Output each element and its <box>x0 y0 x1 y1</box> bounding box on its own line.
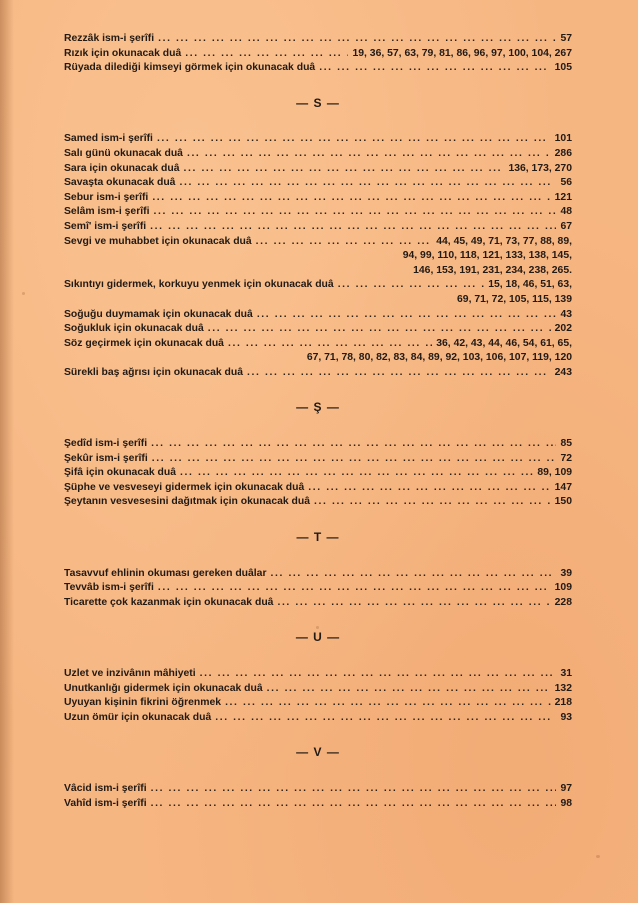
index-entry <box>64 466 572 481</box>
entry-title: Ticarette çok kazanmak için okunacak duâ <box>64 596 274 608</box>
index-entry <box>64 220 572 235</box>
section-heading: — V — <box>296 745 340 760</box>
entry-page-numbers-continued: 94, 99, 110, 118, 121, 133, 138, 145, <box>402 250 572 262</box>
index-entry <box>64 797 572 812</box>
dot-leader <box>153 205 556 220</box>
entry-page-numbers: 89, 109 <box>537 467 572 479</box>
index-entry <box>64 437 572 452</box>
entry-page-numbers: 228 <box>554 596 572 608</box>
dot-leader <box>151 797 557 812</box>
entry-page-numbers: 31 <box>560 668 572 679</box>
page-edge-shadow <box>0 0 14 903</box>
dot-leader <box>150 220 556 235</box>
entry-title: Uzlet ve inzivânın mâhiyeti <box>64 668 196 679</box>
entry-title: Şeytanın vesvesesini dağıtmak için okunacak duâ <box>64 496 311 508</box>
index-entry <box>64 61 572 76</box>
dot-leader <box>267 682 551 697</box>
paper-speck <box>596 855 600 858</box>
dot-leader <box>200 667 557 682</box>
entry-title: Selâm ism-i şerîfi <box>64 206 150 218</box>
dot-leader <box>308 481 550 496</box>
index-entry <box>64 322 572 337</box>
entry-page-numbers: 101 <box>554 133 572 145</box>
entry-page-numbers: 19, 36, 57, 63, 79, 81, 86, 96, 97, 100, 104, 267 <box>352 47 572 59</box>
entry-title: Savaşta okunacak duâ <box>64 177 176 189</box>
index-entry <box>64 205 572 220</box>
index-entry <box>64 191 572 206</box>
entry-title: Uzun ömür için okunacak duâ <box>64 711 212 723</box>
dot-leader <box>277 596 550 611</box>
entry-page-numbers: 97 <box>560 782 572 794</box>
dot-leader <box>152 191 550 206</box>
entry-title: Şedîd ism-i şerîfi <box>64 438 148 450</box>
dot-leader <box>151 782 557 797</box>
entry-page-numbers: 57 <box>560 33 572 44</box>
entry-page-numbers: 109 <box>554 582 572 594</box>
index-entry <box>64 782 572 797</box>
dot-leader <box>319 61 550 76</box>
index-entry <box>64 452 572 467</box>
entry-page-numbers: 39 <box>560 567 572 579</box>
entry-title: Vahîd ism-i şerîfi <box>64 797 147 809</box>
entry-title: Uyuyan kişinin fikrini öğrenmek <box>64 697 222 709</box>
index-entry <box>64 711 572 726</box>
entry-title: Sebur ism-i şerîfi <box>64 191 149 203</box>
entry-page-numbers: 56 <box>560 177 572 189</box>
entry-title: Şifâ için okunacak duâ <box>64 467 177 479</box>
entry-title: Rızık için okunacak duâ <box>64 47 182 59</box>
entry-page-numbers: 243 <box>554 366 572 378</box>
entry-title: Rezzâk ism-i şerîfi <box>64 33 155 44</box>
entry-page-numbers-continued: 146, 153, 191, 231, 234, 238, 265. <box>413 264 572 276</box>
index-entry <box>64 567 572 582</box>
index-entry <box>64 278 572 293</box>
index-entry <box>64 47 572 62</box>
entry-title: Salı günü okunacak duâ <box>64 147 183 159</box>
entry-page-numbers: 202 <box>554 323 572 335</box>
entry-page-numbers: 218 <box>554 697 572 709</box>
entry-page-numbers: 43 <box>560 308 572 320</box>
entry-title: Söz geçirmek için okunacak duâ <box>64 337 224 349</box>
dot-leader <box>228 337 432 352</box>
entry-page-numbers: 98 <box>560 797 572 809</box>
entry-page-numbers: 105 <box>554 62 572 74</box>
entry-page-numbers: 36, 42, 43, 44, 46, 54, 61, 65, <box>436 337 572 349</box>
entry-title: Sara için okunacak duâ <box>64 162 180 174</box>
entry-title: Soğuğu duymamak için okunacak duâ <box>64 308 253 320</box>
dot-leader <box>215 711 556 726</box>
index-entry <box>64 581 572 596</box>
entry-page-numbers: 44, 45, 49, 71, 73, 77, 88, 89, <box>436 235 572 247</box>
index-entry <box>64 667 572 682</box>
dot-leader <box>158 581 551 596</box>
dot-leader <box>157 132 551 147</box>
entry-title: Unutkanlığı gidermek için okunacak duâ <box>64 682 263 694</box>
dot-leader <box>184 162 505 177</box>
section-heading: — T — <box>296 530 340 545</box>
entry-page-numbers: 286 <box>554 147 572 159</box>
index-entry <box>64 162 572 177</box>
index-entry <box>64 147 572 162</box>
dot-leader <box>247 366 551 381</box>
paper-speck <box>22 292 25 295</box>
entry-page-numbers: 85 <box>560 438 572 450</box>
index-entry <box>64 696 572 711</box>
entry-page-numbers-continued: 69, 71, 72, 105, 115, 139 <box>457 293 572 305</box>
entry-page-numbers: 150 <box>554 496 572 508</box>
dot-leader <box>180 466 533 481</box>
dot-leader <box>314 495 551 510</box>
dot-leader <box>151 437 556 452</box>
index-entry <box>64 235 572 250</box>
entry-title: Rüyada dilediği kimseyi görmek için okunacak duâ <box>64 62 316 74</box>
dot-leader <box>208 322 551 337</box>
dot-leader <box>225 696 551 711</box>
entry-title: Sürekli baş ağrısı için okunacak duâ <box>64 366 244 378</box>
dot-leader <box>257 308 557 323</box>
index-entry <box>64 495 572 510</box>
index-entry <box>64 132 572 147</box>
entry-page-numbers: 121 <box>554 191 572 203</box>
index-entry <box>64 32 572 47</box>
entry-title: Sıkıntıyı gidermek, korkuyu yenmek için okunacak duâ <box>64 279 334 291</box>
index-content <box>64 32 572 811</box>
entry-page-numbers: 132 <box>554 682 572 694</box>
entry-page-numbers: 15, 18, 46, 51, 63, <box>488 279 572 291</box>
entry-title: Vâcid ism-i şerîfi <box>64 782 147 794</box>
entry-page-numbers: 136, 173, 270 <box>508 162 572 174</box>
entry-title: Şüphe ve vesveseyi gidermek için okunacak duâ <box>64 481 305 493</box>
dot-leader <box>185 47 348 62</box>
section-heading: — S — <box>296 95 340 110</box>
dot-leader <box>158 32 556 47</box>
entry-page-numbers: 72 <box>560 452 572 464</box>
dot-leader <box>271 567 557 582</box>
entry-page-numbers: 67 <box>560 220 572 232</box>
entry-page-numbers: 147 <box>554 481 572 493</box>
index-entry <box>64 366 572 381</box>
index-entry <box>64 481 572 496</box>
dot-leader <box>187 147 551 162</box>
section-heading: — Ş — <box>296 400 340 415</box>
entry-title: Soğukluk için okunacak duâ <box>64 323 204 335</box>
entry-title: Sevgi ve muhabbet için okunacak duâ <box>64 235 252 247</box>
entry-title: Şekûr ism-i şerîfi <box>64 452 148 464</box>
index-entry <box>64 337 572 352</box>
entry-title: Tevvâb ism-i şerîfi <box>64 582 154 594</box>
index-entry <box>64 308 572 323</box>
entry-page-numbers: 48 <box>560 206 572 218</box>
dot-leader <box>179 176 556 191</box>
index-entry <box>64 596 572 611</box>
dot-leader <box>338 278 485 293</box>
section-heading: — U — <box>295 630 341 645</box>
index-entry <box>64 176 572 191</box>
entry-page-numbers: 93 <box>560 711 572 723</box>
entry-title: Semî' ism-i şerîfi <box>64 220 147 232</box>
entry-title: Tasavvuf ehlinin okuması gereken duâlar <box>64 567 267 579</box>
index-entry <box>64 682 572 697</box>
dot-leader <box>152 452 557 467</box>
entry-page-numbers-continued: 67, 71, 78, 80, 82, 83, 84, 89, 92, 103, 106, 107, 119, 120 <box>306 352 572 364</box>
entry-title: Samed ism-i şerîfi <box>64 133 153 145</box>
dot-leader <box>256 235 433 250</box>
